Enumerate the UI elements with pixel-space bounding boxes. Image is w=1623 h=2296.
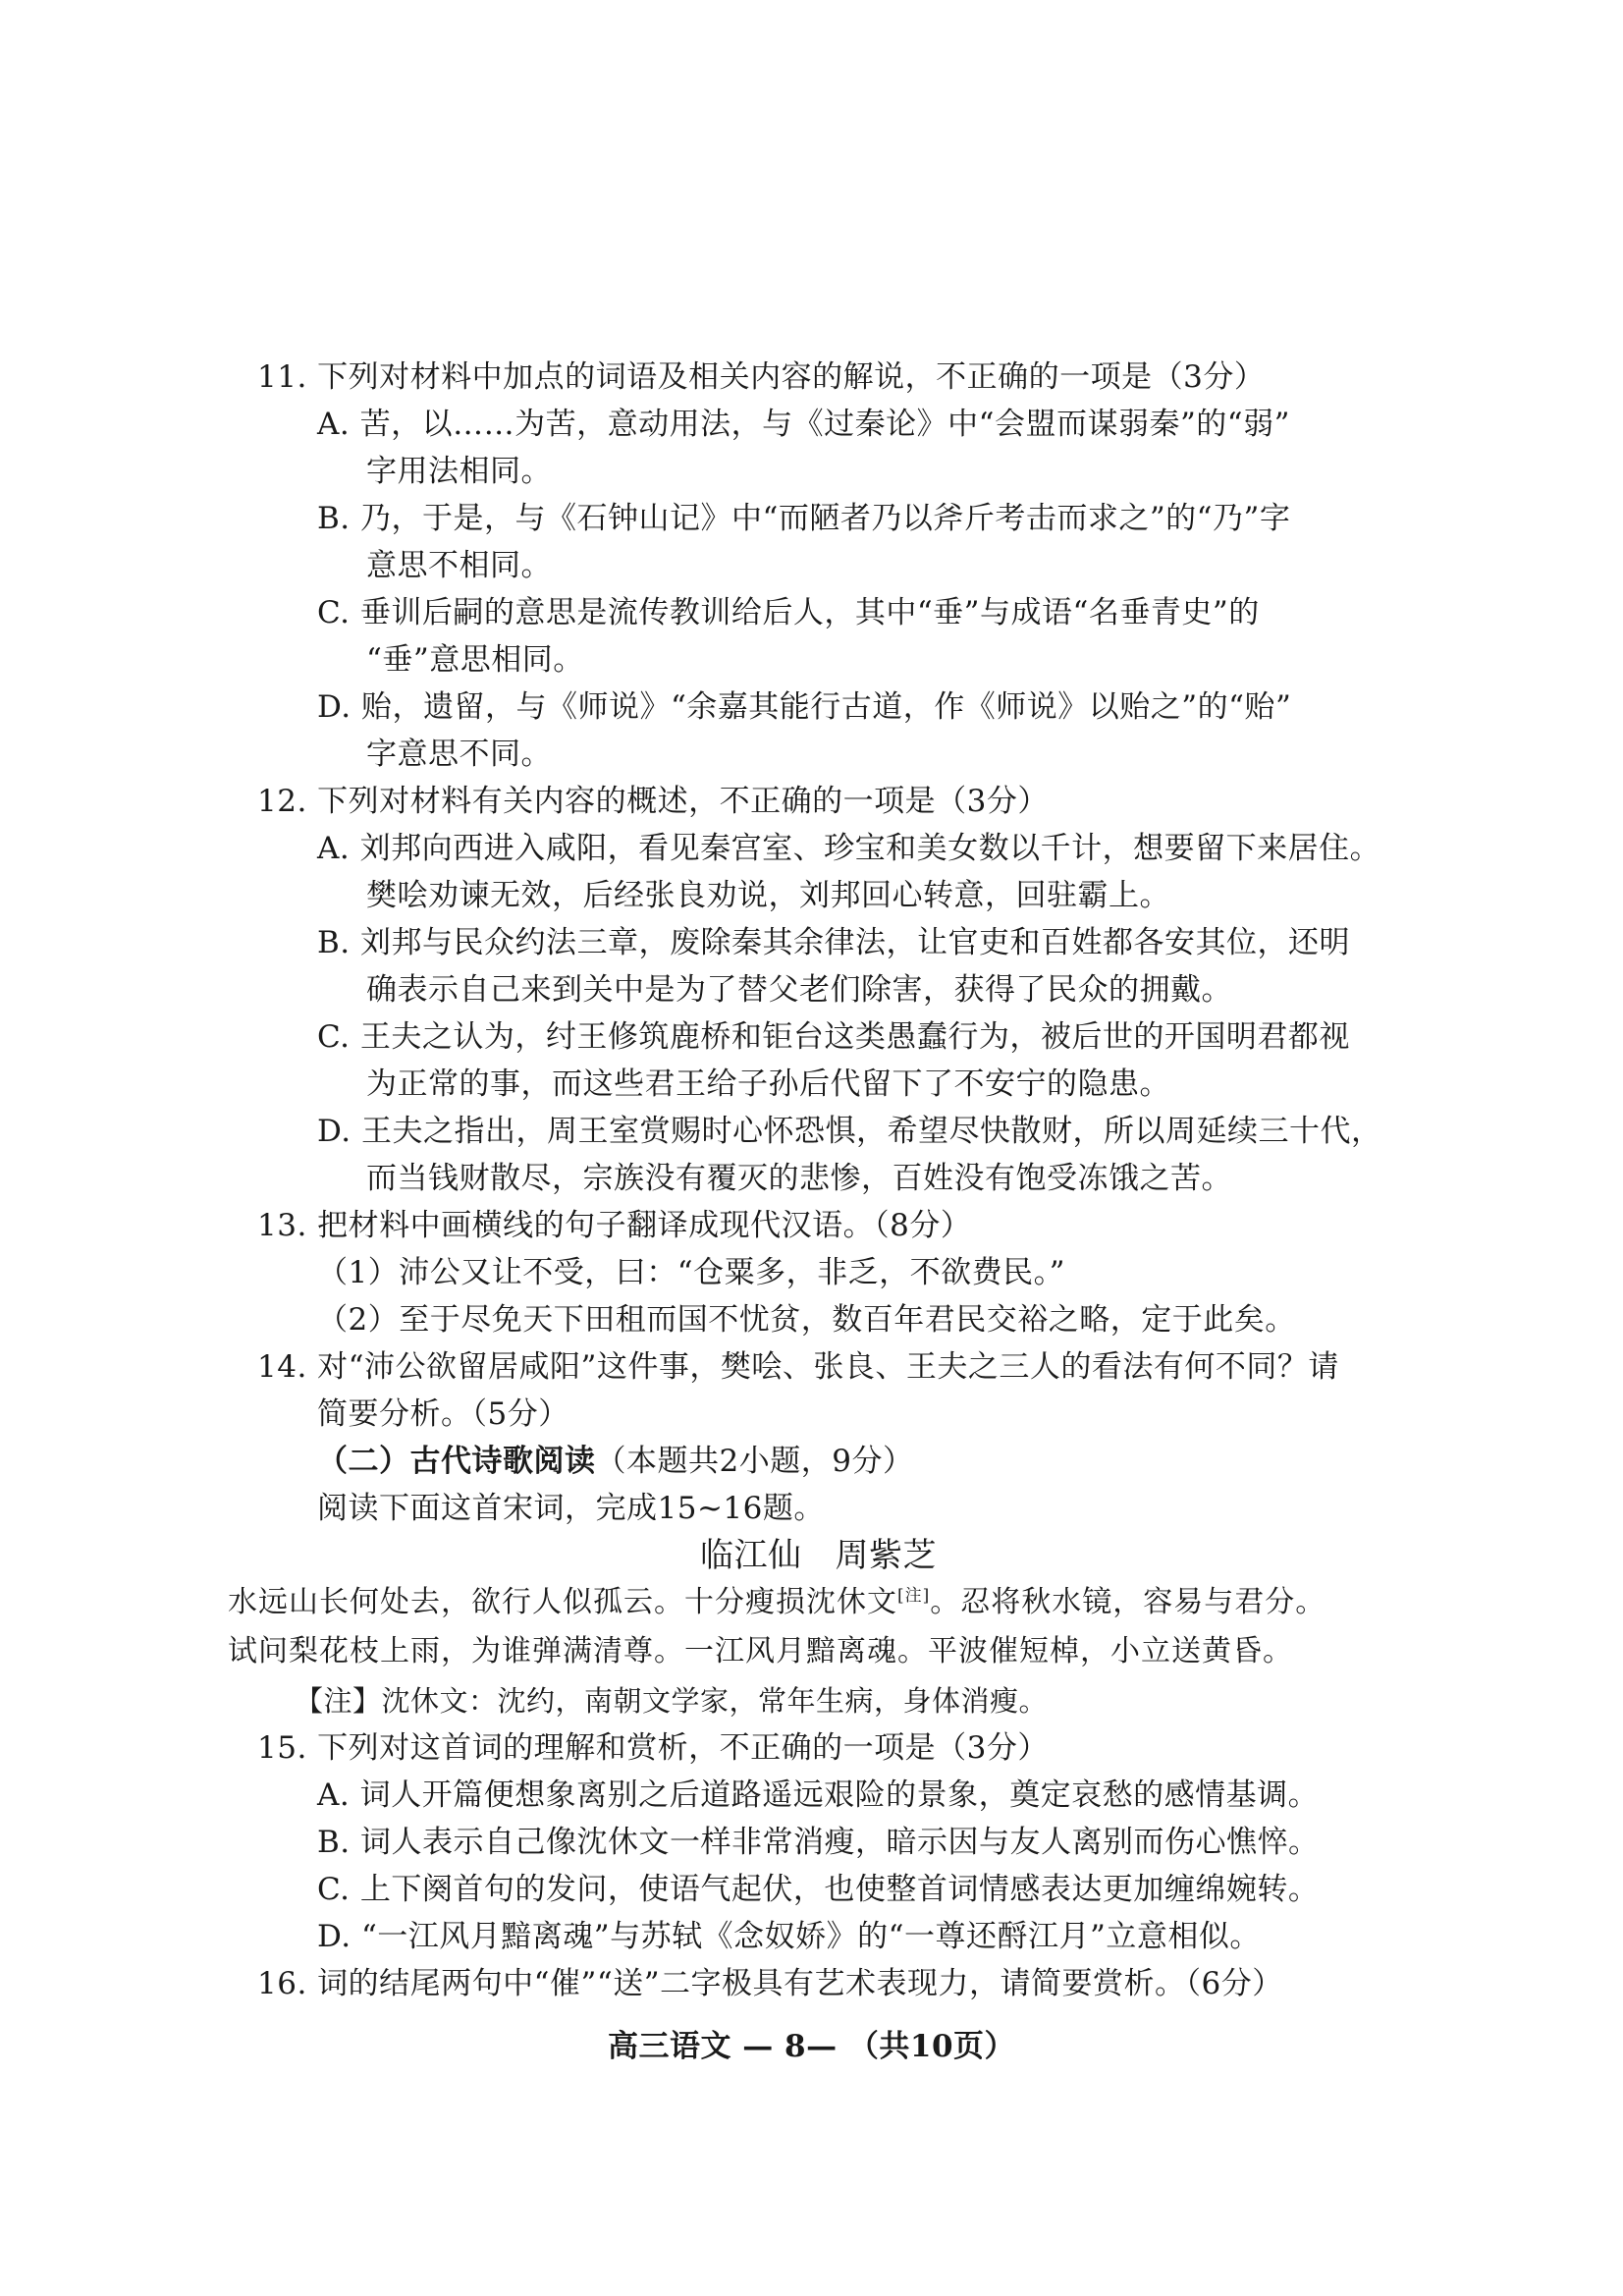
q11-option-c-line2: “垂”意思相同。 — [366, 642, 584, 678]
section-heading — [317, 1440, 913, 1483]
q11-option-d-line1: D. 贻，遗留，与《师说》“余嘉其能行古道，作《师说》以贻之”的“贻” — [317, 689, 1292, 725]
section-heading-score: （本题共2小题，9分） — [595, 1444, 914, 1479]
poem-line-2: 试问梨花枝上雨，为谁弹满清尊。一江风月黯离魂。平波催短棹，小立送黄昏。 — [228, 1634, 1293, 1668]
q12-option-c-line1: C. 王夫之认为，纣王修筑鹿桥和钜台这类愚蠢行为，被后世的开国明君都视 — [317, 1019, 1350, 1055]
q15-option-b: B. 词人表示自己像沈休文一样非常消瘦，暗示因与友人离别而伤心憔悴。 — [317, 1825, 1320, 1860]
poem-line-1-text-end: 。忍将秋水镜，容易与君分。 — [930, 1585, 1326, 1619]
poem-note-marker: [注] — [897, 1586, 931, 1606]
poem-heading — [700, 1534, 937, 1577]
q11-option-c-line1: C. 垂训后嗣的意思是流传教训给后人，其中“垂”与成语“名垂青史”的 — [317, 595, 1260, 630]
q11-stem: 11. 下列对材料中加点的词语及相关内容的解说，不正确的一项是（3分） — [257, 359, 1266, 395]
poem-line-1-text: 水远山长何处去，欲行人似孤云。十分瘦损沈休文 — [228, 1585, 897, 1619]
q15-option-c: C. 上下阕首句的发问，使语气起伏，也使整首词情感表达更加缠绵婉转。 — [317, 1872, 1320, 1907]
q15-option-a: A. 词人开篇便想象离别之后道路遥远艰险的景象，奠定哀愁的感情基调。 — [317, 1777, 1320, 1813]
q11-option-a-line2: 字用法相同。 — [366, 454, 552, 489]
q13-stem: 13. 把材料中画横线的句子翻译成现代汉语。（8分） — [257, 1208, 972, 1243]
q12-option-a-line2: 樊哙劝谏无效，后经张良劝说，刘邦回心转意，回驻霸上。 — [366, 878, 1170, 913]
q13-sentence-2: （2）至于尽免天下田租而国不忧贫，数百年君民交裕之略，定于此矣。 — [317, 1302, 1296, 1338]
q11-option-d-line2: 字意思不同。 — [366, 737, 552, 772]
q15-option-d: D. “一江风月黯离魂”与苏轼《念奴娇》的“一尊还酹江月”立意相似。 — [317, 1919, 1261, 1954]
q16-stem: 16. 词的结尾两句中“催”“送”二字极具有艺术表现力，请简要赏析。（6分） — [257, 1966, 1283, 2001]
q12-option-b-line2: 确表示自己来到关中是为了替父老们除害，获得了民众的拥戴。 — [366, 972, 1232, 1008]
q11-option-b-line1: B. 乃，于是，与《石钟山记》中“而陋者乃以斧斤考击而求之”的“乃”字 — [317, 501, 1291, 536]
q12-option-d-line2: 而当钱财散尽，宗族没有覆灭的悲惨，百姓没有饱受冻饿之苦。 — [366, 1161, 1232, 1196]
q12-option-a-line1: A. 刘邦向西进入咸阳，看见秦宫室、珍宝和美女数以千计，想要留下来居住。 — [317, 831, 1381, 866]
q15-stem: 15. 下列对这首词的理解和赏析，不正确的一项是（3分） — [257, 1730, 1049, 1766]
section-heading-title: （二）古代诗歌阅读 — [317, 1444, 596, 1479]
poem-author: 周紫芝 — [835, 1536, 937, 1575]
q13-sentence-1: （1）沛公又让不受，曰：“仓粟多，非乏，不欲费民。” — [317, 1255, 1065, 1290]
poem-title: 临江仙 — [700, 1536, 802, 1575]
q11-option-b-line2: 意思不相同。 — [366, 548, 552, 583]
poem-note: 【注】沈休文：沈约，南朝文学家，常年生病，身体消瘦。 — [295, 1684, 1049, 1718]
q14-stem-line1: 14. 对“沛公欲留居咸阳”这件事，樊哙、张良、王夫之三人的看法有何不同？请 — [257, 1349, 1339, 1385]
q12-stem: 12. 下列对材料有关内容的概述，不正确的一项是（3分） — [257, 784, 1049, 819]
q11-option-a-line1: A. 苦，以……为苦，意动用法，与《过秦论》中“会盟而谋弱秦”的“弱” — [317, 407, 1290, 442]
poem-line-1 — [228, 1581, 1325, 1624]
q14-stem-line2: 简要分析。（5分） — [317, 1396, 569, 1432]
q12-option-b-line1: B. 刘邦与民众约法三章，废除秦其余律法，让官吏和百姓都各安其位，还明 — [317, 925, 1350, 960]
q12-option-c-line2: 为正常的事，而这些君王给子孙后代留下了不安宁的隐患。 — [366, 1066, 1170, 1102]
section-instruction: 阅读下面这首宋词，完成15~16题。 — [317, 1491, 825, 1526]
page-footer: 高三语文 — 8— （共10页） — [607, 2029, 1016, 2064]
q12-option-d-line1: D. 王夫之指出，周王室赏赐时心怀恐惧，希望尽快散财，所以周延续三十代， — [317, 1114, 1382, 1149]
